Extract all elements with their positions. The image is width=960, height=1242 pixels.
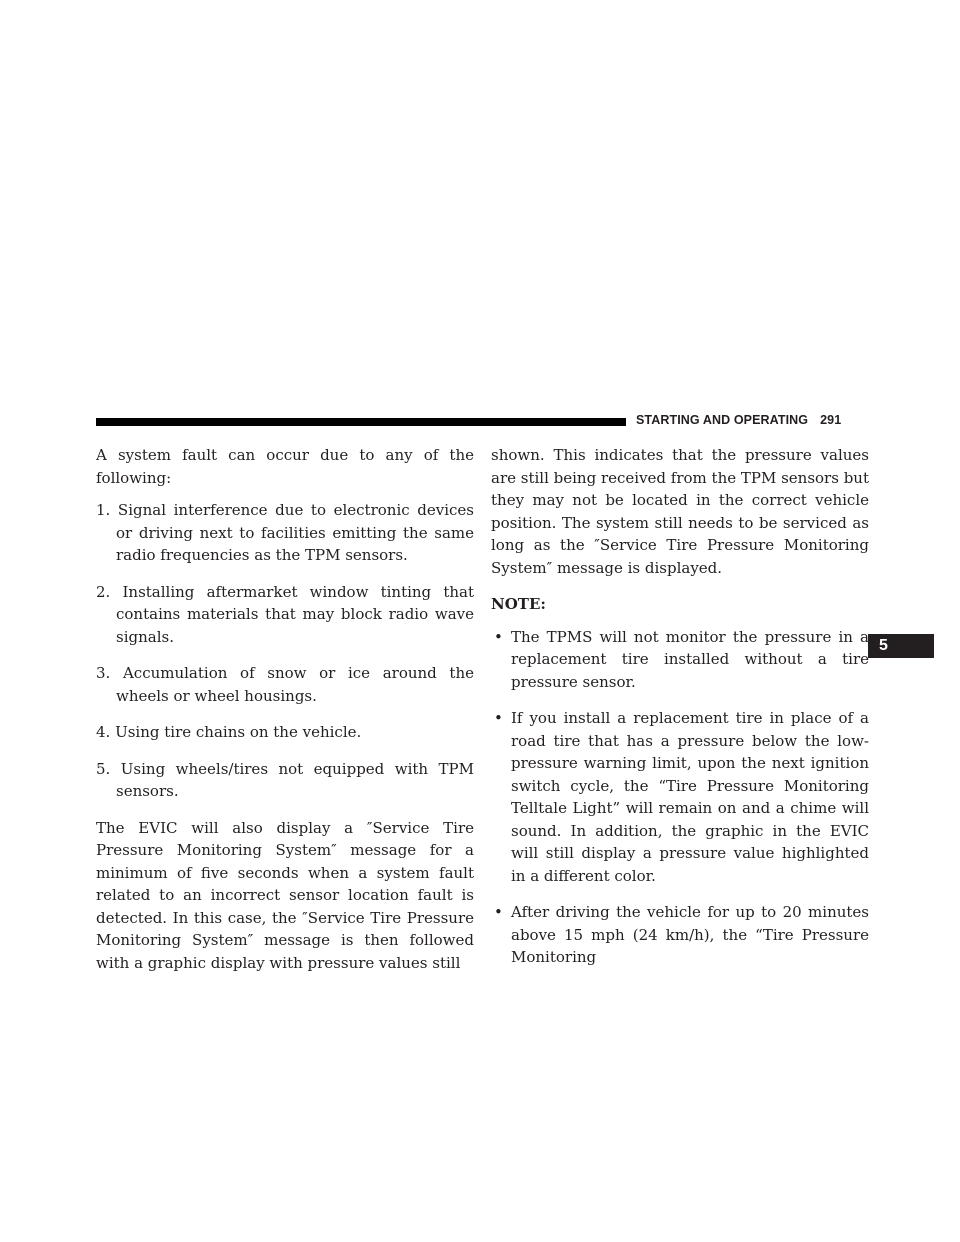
list-item: 3. Accumulation of snow or ice around the wheels or wheel housings.	[96, 664, 474, 705]
list-item: 4. Using tire chains on the vehicle.	[96, 723, 362, 741]
bullet-icon: •	[494, 903, 503, 921]
evic-paragraph: The EVIC will also display a ″Service Tire Pressure Monitoring System″ message for a minimum of five seconds when a system fault related to an incorrect sensor location fault is detected. In this case, the ″Service Tire Pressure Monitoring System″ message is then followed with a graphic display with pressure values still	[96, 818, 474, 972]
section-title: STARTING AND OPERATING	[636, 413, 809, 427]
list-item: 5. Using wheels/tires not equipped with TPM sensors.	[96, 759, 474, 800]
list-item	[491, 901, 869, 969]
bullet-text: After driving the vehicle for up to 20 minutes above 15 mph (24 km/h), the “Tire Pressure Monitoring	[511, 903, 869, 966]
bullet-icon: •	[494, 709, 503, 727]
bullet-text: If you install a replacement tire in place of a road tire that has a pressure below the low-pressure warning limit, upon the next ignition switch cycle, the “Tire Pressure Monitoring Telltale Light” will remain on and a chime will sound. In addition, the graphic in the EVIC will still display a pressure value highlighted in a different color.	[511, 709, 869, 885]
note-heading: NOTE:	[491, 595, 546, 613]
page-number: 291	[820, 413, 842, 427]
intro-paragraph: A system fault can occur due to any of the following:	[96, 446, 474, 487]
list-item	[491, 626, 869, 694]
header-rule	[96, 418, 626, 426]
list-item: 2. Installing aftermarket window tinting that contains materials that may block radio wave signals.	[96, 582, 474, 646]
list-item: 1. Signal interference due to electronic devices or driving next to facilities emitting the same radio frequencies as the TPM sensors.	[96, 501, 474, 564]
continuation-paragraph: shown. This indicates that the pressure values are still being received from the TPM sensors but they may not be located in the correct vehicle position. The system still needs to be serviced as long as the ″Service Tire Pressure Monitoring System″ message is displayed.	[491, 446, 869, 577]
list-item	[491, 707, 869, 887]
bullet-icon: •	[494, 627, 503, 646]
chapter-tab: 5	[868, 634, 934, 658]
running-header	[636, 413, 841, 427]
bullet-text: The TPMS will not monitor the pressure in a replacement tire installed without a tire pressure sensor.	[511, 627, 869, 691]
left-column	[96, 444, 474, 974]
right-column	[491, 444, 869, 969]
